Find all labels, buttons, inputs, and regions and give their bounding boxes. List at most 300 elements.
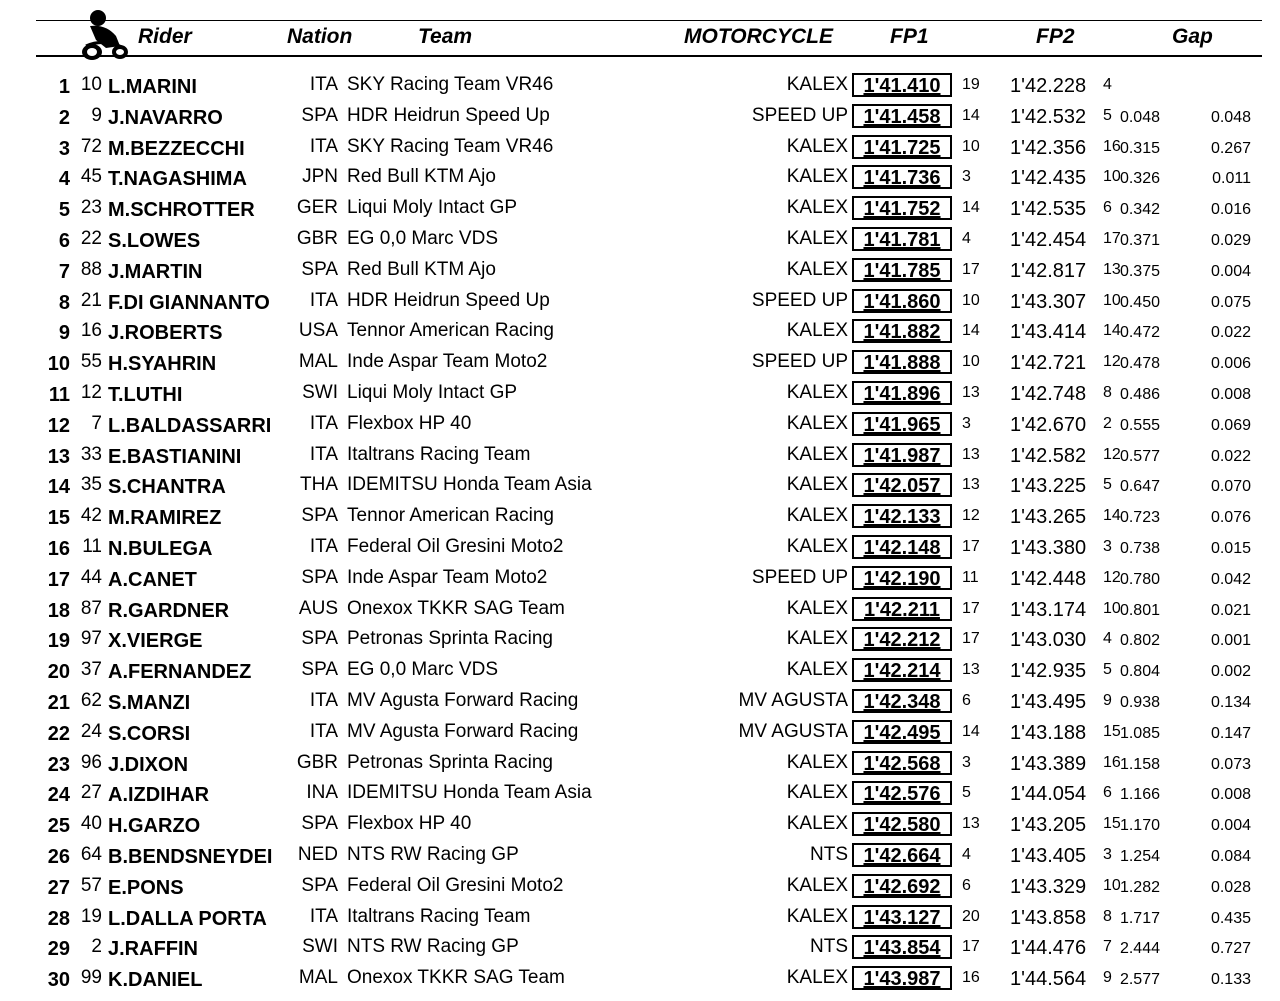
rider-number-cell: 64 xyxy=(80,844,102,865)
fp2-time-cell: 1'43.405 xyxy=(1010,845,1087,867)
motorcycle-cell: SPEED UP xyxy=(751,566,848,588)
rider-number-cell: 9 xyxy=(91,104,102,126)
table-row xyxy=(0,932,1280,963)
rider-number-cell: 11 xyxy=(82,536,102,557)
fp1-lap-cell: 17 xyxy=(962,260,980,278)
team-cell: NTS RW Racing GP xyxy=(347,844,519,865)
rider-name-cell: S.CORSI xyxy=(108,722,191,745)
gap-previous-cell: 0.070 xyxy=(1210,478,1251,496)
fp1-lap-cell: 13 xyxy=(962,661,980,679)
gap-previous-cell: 0.029 xyxy=(1210,232,1251,249)
motorcycle-cell: KALEX xyxy=(786,751,848,773)
gap-previous-cell: 0.001 xyxy=(1210,632,1251,650)
rider-name-cell: S.CHANTRA xyxy=(108,476,226,499)
fp2-time-cell: 1'44.054 xyxy=(1010,783,1087,806)
nation-cell: SWI xyxy=(302,936,338,958)
team-cell: Red Bull KTM Ajo xyxy=(347,258,496,280)
motorcycle-cell: KALEX xyxy=(786,412,848,434)
rider-number-cell: 88 xyxy=(80,258,102,280)
gap-previous-cell: 0.134 xyxy=(1210,694,1251,711)
gap-previous-cell: 0.076 xyxy=(1210,509,1251,527)
fp1-lap-cell: 13 xyxy=(962,815,980,833)
position-cell: 30 xyxy=(47,969,70,992)
gap-cell: 2.444 xyxy=(1119,940,1160,958)
motorcycle-cell: MV AGUSTA xyxy=(738,720,848,742)
rider-name-cell: M.RAMIREZ xyxy=(108,507,222,530)
motorcycle-cell: KALEX xyxy=(786,597,848,619)
position-cell: 23 xyxy=(47,753,70,776)
fp2-lap-cell: 4 xyxy=(1103,76,1112,93)
nation-cell: SPA xyxy=(301,104,338,126)
nation-cell: SPA xyxy=(301,874,338,896)
gap-cell: 0.804 xyxy=(1119,663,1160,681)
team-cell: Liqui Moly Intact GP xyxy=(347,382,518,403)
fp1-time-cell: 1'43.987 xyxy=(852,966,952,990)
nation-cell: SPA xyxy=(301,505,338,527)
fp2-time-cell: 1'42.228 xyxy=(1010,75,1087,97)
gap-cell: 0.371 xyxy=(1119,232,1160,249)
fp2-time-cell: 1'42.435 xyxy=(1010,167,1087,190)
rider-name-cell: M.BEZZECCHI xyxy=(108,137,245,160)
fp2-time-cell: 1'43.858 xyxy=(1010,906,1087,929)
fp1-lap-cell: 5 xyxy=(962,784,971,802)
position-cell: 18 xyxy=(47,599,70,622)
fp2-time-cell: 1'42.454 xyxy=(1010,229,1087,251)
team-cell: Tennor American Racing xyxy=(347,505,554,527)
table-row xyxy=(0,316,1280,347)
fp2-lap-cell: 7 xyxy=(1103,938,1112,956)
gap-previous-cell: 0.069 xyxy=(1210,416,1251,434)
fp2-time-cell: 1'43.329 xyxy=(1010,875,1087,898)
fp2-time-cell: 1'42.748 xyxy=(1010,383,1087,405)
rider-number-cell: 42 xyxy=(80,505,102,527)
rider-number-cell: 10 xyxy=(80,74,102,95)
fp1-time-cell: 1'41.736 xyxy=(852,165,952,189)
fp1-lap-cell: 10 xyxy=(962,137,980,155)
gap-cell: 0.738 xyxy=(1119,540,1160,557)
motorcycle-cell: KALEX xyxy=(786,135,848,157)
table-row xyxy=(0,286,1280,317)
header-bottom-rule xyxy=(36,55,1262,57)
header-nation: Nation xyxy=(287,25,353,48)
position-cell: 1 xyxy=(58,76,70,98)
fp1-time-cell: 1'41.410 xyxy=(852,73,952,97)
nation-cell: AUS xyxy=(298,597,338,619)
table-row xyxy=(0,563,1280,594)
gap-cell: 0.802 xyxy=(1119,632,1160,650)
header-motorcycle: MOTORCYCLE xyxy=(684,25,833,48)
rider-number-cell: 87 xyxy=(80,597,102,619)
team-cell: Inde Aspar Team Moto2 xyxy=(347,351,548,373)
table-row xyxy=(0,224,1280,255)
fp2-lap-cell: 13 xyxy=(1103,260,1121,278)
table-row xyxy=(0,101,1280,132)
rider-name-cell: B.BENDSNEYDEI xyxy=(108,846,273,868)
fp2-lap-cell: 4 xyxy=(1103,630,1112,648)
rider-number-cell: 99 xyxy=(80,967,102,989)
gap-cell: 0.577 xyxy=(1119,447,1160,465)
fp2-time-cell: 1'43.265 xyxy=(1010,506,1087,529)
nation-cell: SPA xyxy=(301,659,338,681)
team-cell: IDEMITSU Honda Team Asia xyxy=(347,474,592,496)
fp2-lap-cell: 9 xyxy=(1103,969,1112,987)
fp1-lap-cell: 16 xyxy=(962,969,980,987)
fp1-lap-cell: 10 xyxy=(962,291,980,309)
fp2-lap-cell: 10 xyxy=(1103,599,1121,617)
fp2-lap-cell: 15 xyxy=(1103,722,1121,740)
team-cell: Flexbox HP 40 xyxy=(347,813,472,835)
rider-name-cell: H.GARZO xyxy=(108,815,201,838)
table-row xyxy=(0,70,1280,101)
rider-number-cell: 27 xyxy=(80,782,102,804)
position-cell: 15 xyxy=(47,507,70,530)
nation-cell: ITA xyxy=(309,74,338,95)
gap-previous-cell: 0.048 xyxy=(1210,108,1251,126)
fp1-lap-cell: 17 xyxy=(962,630,980,648)
rider-name-cell: L.BALDASSARRI xyxy=(108,414,272,437)
fp1-time-cell: 1'42.664 xyxy=(852,843,952,867)
rider-name-cell: X.VIERGE xyxy=(108,630,203,653)
position-cell: 2 xyxy=(58,106,70,129)
position-cell: 3 xyxy=(58,137,70,160)
rider-name-cell: J.RAFFIN xyxy=(108,938,198,961)
fp1-lap-cell: 14 xyxy=(962,322,980,340)
fp1-time-cell: 1'42.580 xyxy=(852,812,952,836)
team-cell: HDR Heidrun Speed Up xyxy=(347,104,550,126)
fp1-time-cell: 1'41.725 xyxy=(852,135,952,159)
gap-cell: 0.647 xyxy=(1119,478,1160,496)
header-gap: Gap xyxy=(1172,25,1213,48)
nation-cell: INA xyxy=(306,782,338,804)
position-cell: 11 xyxy=(48,384,70,406)
motorcycle-cell: KALEX xyxy=(786,74,848,95)
rider-name-cell: E.BASTIANINI xyxy=(108,445,242,468)
gap-previous-cell: 0.042 xyxy=(1210,570,1251,588)
position-cell: 24 xyxy=(47,784,70,807)
fp2-lap-cell: 12 xyxy=(1103,568,1121,586)
fp2-lap-cell: 8 xyxy=(1103,384,1112,401)
fp2-time-cell: 1'44.564 xyxy=(1010,968,1087,991)
motorcycle-cell: KALEX xyxy=(786,382,848,403)
fp1-lap-cell: 20 xyxy=(962,907,980,925)
rider-name-cell: S.LOWES xyxy=(108,230,201,252)
position-cell: 20 xyxy=(47,661,70,684)
rider-name-cell: A.CANET xyxy=(108,568,197,591)
fp1-time-cell: 1'43.127 xyxy=(852,905,952,929)
gap-cell: 1.717 xyxy=(1119,909,1160,927)
gap-previous-cell: 0.006 xyxy=(1210,355,1251,373)
rider-name-cell: A.FERNANDEZ xyxy=(108,661,252,684)
fp1-lap-cell: 4 xyxy=(962,846,971,863)
fp1-lap-cell: 14 xyxy=(962,722,980,740)
position-cell: 21 xyxy=(47,692,70,714)
table-row xyxy=(0,686,1280,717)
motorcycle-cell: MV AGUSTA xyxy=(738,690,848,711)
gap-cell: 0.780 xyxy=(1119,570,1160,588)
motorcycle-cell: KALEX xyxy=(786,320,848,342)
rider-number-cell: 33 xyxy=(80,443,102,465)
motorcycle-cell: KALEX xyxy=(786,782,848,804)
position-cell: 16 xyxy=(47,538,70,560)
gap-cell: 0.315 xyxy=(1119,139,1160,157)
team-cell: Onexox TKKR SAG Team xyxy=(347,967,565,989)
motorcycle-cell: KALEX xyxy=(786,166,848,188)
nation-cell: ITA xyxy=(309,412,338,434)
fp1-lap-cell: 6 xyxy=(962,692,971,709)
fp2-lap-cell: 10 xyxy=(1103,168,1121,186)
table-row xyxy=(0,624,1280,655)
fp2-lap-cell: 12 xyxy=(1103,445,1121,463)
fp1-lap-cell: 3 xyxy=(962,414,971,432)
rider-number-cell: 12 xyxy=(80,382,102,403)
gap-previous-cell: 0.016 xyxy=(1210,201,1251,219)
table-row xyxy=(0,347,1280,378)
fp2-time-cell: 1'42.582 xyxy=(1010,444,1087,467)
table-row xyxy=(0,748,1280,779)
fp1-time-cell: 1'42.348 xyxy=(852,689,952,713)
nation-cell: MAL xyxy=(298,351,338,373)
header-rider: Rider xyxy=(138,25,192,48)
rider-number-cell: 23 xyxy=(80,197,102,219)
fp1-lap-cell: 4 xyxy=(962,230,971,247)
fp1-time-cell: 1'42.568 xyxy=(852,751,952,775)
gap-previous-cell: 0.022 xyxy=(1210,447,1251,465)
fp1-time-cell: 1'42.190 xyxy=(852,566,952,590)
fp2-lap-cell: 14 xyxy=(1103,507,1121,525)
nation-cell: SPA xyxy=(301,813,338,835)
table-row xyxy=(0,193,1280,224)
rider-number-cell: 40 xyxy=(80,813,102,835)
team-cell: IDEMITSU Honda Team Asia xyxy=(347,782,592,804)
rider-name-cell: L.MARINI xyxy=(108,76,197,98)
nation-cell: GER xyxy=(296,197,338,219)
motorcycle-cell: KALEX xyxy=(786,258,848,280)
header-fp1: FP1 xyxy=(890,25,929,48)
gap-cell: 0.801 xyxy=(1119,601,1160,619)
nation-cell: SPA xyxy=(301,566,338,588)
fp1-lap-cell: 10 xyxy=(962,353,980,371)
fp1-lap-cell: 12 xyxy=(962,507,980,525)
motorcycle-rider-icon xyxy=(76,6,132,62)
fp2-time-cell: 1'43.389 xyxy=(1010,752,1087,775)
table-row xyxy=(0,532,1280,563)
team-cell: EG 0,0 Marc VDS xyxy=(347,659,498,681)
fp1-time-cell: 1'42.692 xyxy=(852,874,952,898)
gap-cell: 0.048 xyxy=(1119,108,1160,126)
gap-cell: 0.472 xyxy=(1119,324,1160,342)
gap-previous-cell: 0.435 xyxy=(1210,909,1251,927)
gap-previous-cell: 0.267 xyxy=(1210,139,1251,157)
fp2-time-cell: 1'43.205 xyxy=(1010,814,1087,837)
gap-cell: 0.375 xyxy=(1119,262,1160,280)
position-cell: 22 xyxy=(47,722,70,745)
rider-number-cell: 96 xyxy=(80,751,102,773)
header-fp2: FP2 xyxy=(1036,25,1075,48)
gap-previous-cell: 0.073 xyxy=(1210,755,1251,773)
team-cell: Petronas Sprinta Racing xyxy=(347,751,553,773)
fp2-lap-cell: 16 xyxy=(1103,753,1121,771)
header-team: Team xyxy=(418,25,473,48)
gap-cell: 0.450 xyxy=(1119,293,1160,311)
rider-number-cell: 16 xyxy=(80,320,102,342)
team-cell: MV Agusta Forward Racing xyxy=(347,720,579,742)
rider-number-cell: 44 xyxy=(80,566,102,588)
gap-cell: 1.254 xyxy=(1119,848,1160,865)
rider-number-cell: 19 xyxy=(80,905,102,927)
fp2-lap-cell: 3 xyxy=(1103,538,1112,555)
team-cell: Flexbox HP 40 xyxy=(347,412,472,434)
gap-previous-cell: 0.002 xyxy=(1210,663,1251,681)
fp1-time-cell: 1'42.133 xyxy=(852,504,952,528)
gap-cell: 0.478 xyxy=(1119,355,1160,373)
fp1-lap-cell: 3 xyxy=(962,168,971,186)
fp2-lap-cell: 8 xyxy=(1103,907,1112,925)
motorcycle-cell: KALEX xyxy=(786,659,848,681)
nation-cell: SPA xyxy=(301,628,338,650)
position-cell: 12 xyxy=(47,414,70,437)
fp1-lap-cell: 6 xyxy=(962,876,971,894)
fp1-lap-cell: 3 xyxy=(962,753,971,771)
nation-cell: SPA xyxy=(301,258,338,280)
fp1-time-cell: 1'41.882 xyxy=(852,319,952,343)
nation-cell: SWI xyxy=(302,382,338,403)
table-row xyxy=(0,440,1280,471)
fp1-time-cell: 1'42.211 xyxy=(852,597,952,621)
fp1-time-cell: 1'42.214 xyxy=(852,658,952,682)
rider-number-cell: 21 xyxy=(80,289,102,311)
motorcycle-cell: KALEX xyxy=(786,628,848,650)
gap-cell: 0.342 xyxy=(1119,201,1160,219)
fp2-time-cell: 1'43.188 xyxy=(1010,721,1087,744)
rider-name-cell: K.DANIEL xyxy=(108,969,203,992)
team-cell: Federal Oil Gresini Moto2 xyxy=(347,536,564,557)
fp2-time-cell: 1'42.448 xyxy=(1010,567,1087,590)
motorcycle-cell: KALEX xyxy=(786,443,848,465)
fp1-lap-cell: 14 xyxy=(962,199,980,217)
fp2-lap-cell: 10 xyxy=(1103,876,1121,894)
fp1-time-cell: 1'41.888 xyxy=(852,350,952,374)
header-top-rule xyxy=(36,20,1262,21)
rider-name-cell: J.DIXON xyxy=(108,753,189,776)
fp1-time-cell: 1'41.860 xyxy=(852,289,952,313)
position-cell: 8 xyxy=(58,291,70,314)
team-cell: Italtrans Racing Team xyxy=(347,905,531,927)
fp2-lap-cell: 3 xyxy=(1103,846,1112,863)
nation-cell: ITA xyxy=(309,443,338,465)
rider-name-cell: H.SYAHRIN xyxy=(108,353,217,376)
motorcycle-cell: NTS xyxy=(810,844,848,865)
rider-number-cell: 7 xyxy=(91,412,102,434)
position-cell: 27 xyxy=(47,876,70,899)
table-row xyxy=(0,470,1280,501)
nation-cell: USA xyxy=(298,320,338,342)
motorcycle-cell: SPEED UP xyxy=(751,351,848,373)
gap-previous-cell: 0.008 xyxy=(1210,786,1251,804)
fp2-time-cell: 1'43.414 xyxy=(1010,321,1087,344)
fp1-time-cell: 1'42.576 xyxy=(852,781,952,805)
position-cell: 29 xyxy=(47,938,70,961)
fp1-time-cell: 1'41.785 xyxy=(852,258,952,282)
rider-name-cell: R.GARDNER xyxy=(108,599,230,622)
fp2-lap-cell: 6 xyxy=(1103,199,1112,217)
motorcycle-cell: KALEX xyxy=(786,905,848,927)
fp2-time-cell: 1'43.307 xyxy=(1010,290,1087,313)
motorcycle-cell: SPEED UP xyxy=(751,104,848,126)
team-cell: Red Bull KTM Ajo xyxy=(347,166,496,188)
gap-previous-cell: 0.133 xyxy=(1210,971,1251,989)
team-cell: HDR Heidrun Speed Up xyxy=(347,289,550,311)
gap-cell: 1.085 xyxy=(1119,724,1160,742)
fp2-time-cell: 1'42.817 xyxy=(1010,259,1087,282)
table-row xyxy=(0,655,1280,686)
table-row xyxy=(0,594,1280,625)
fp2-time-cell: 1'43.030 xyxy=(1010,629,1087,652)
fp1-lap-cell: 17 xyxy=(962,599,980,617)
position-cell: 19 xyxy=(47,630,70,653)
rider-name-cell: T.NAGASHIMA xyxy=(108,168,247,191)
rider-number-cell: 45 xyxy=(80,166,102,188)
fp2-lap-cell: 9 xyxy=(1103,692,1112,709)
fp2-time-cell: 1'42.935 xyxy=(1010,660,1087,683)
rider-number-cell: 2 xyxy=(91,936,102,958)
team-cell: EG 0,0 Marc VDS xyxy=(347,228,498,249)
position-cell: 17 xyxy=(47,568,70,591)
table-row xyxy=(0,840,1280,871)
gap-previous-cell: 0.075 xyxy=(1210,293,1251,311)
table-row xyxy=(0,902,1280,933)
fp1-time-cell: 1'41.987 xyxy=(852,443,952,467)
team-cell: Italtrans Racing Team xyxy=(347,443,531,465)
fp2-lap-cell: 6 xyxy=(1103,784,1112,802)
fp1-time-cell: 1'43.854 xyxy=(852,935,952,959)
fp2-lap-cell: 10 xyxy=(1103,291,1121,309)
gap-cell: 0.326 xyxy=(1119,170,1160,188)
table-row xyxy=(0,162,1280,193)
fp1-time-cell: 1'42.057 xyxy=(852,473,952,497)
gap-previous-cell: 0.015 xyxy=(1210,540,1251,557)
fp2-time-cell: 1'43.380 xyxy=(1010,537,1087,559)
nation-cell: ITA xyxy=(309,905,338,927)
gap-cell: 1.158 xyxy=(1119,755,1160,773)
position-cell: 14 xyxy=(47,476,70,499)
gap-previous-cell: 0.084 xyxy=(1210,848,1251,865)
fp2-time-cell: 1'43.225 xyxy=(1010,475,1087,498)
fp1-time-cell: 1'41.965 xyxy=(852,412,952,436)
team-cell: Petronas Sprinta Racing xyxy=(347,628,553,650)
team-cell: Tennor American Racing xyxy=(347,320,554,342)
rider-number-cell: 24 xyxy=(80,720,102,742)
fp1-lap-cell: 17 xyxy=(962,938,980,956)
position-cell: 25 xyxy=(47,815,70,838)
fp1-lap-cell: 13 xyxy=(962,445,980,463)
gap-previous-cell: 0.011 xyxy=(1212,170,1251,188)
fp2-lap-cell: 14 xyxy=(1103,322,1121,340)
fp1-time-cell: 1'42.495 xyxy=(852,720,952,744)
fp2-lap-cell: 12 xyxy=(1103,353,1121,371)
fp2-time-cell: 1'42.670 xyxy=(1010,413,1087,436)
motorcycle-cell: SPEED UP xyxy=(751,289,848,311)
motorcycle-cell: KALEX xyxy=(786,967,848,989)
table-row xyxy=(0,255,1280,286)
team-cell: SKY Racing Team VR46 xyxy=(347,135,554,157)
table-row xyxy=(0,409,1280,440)
rider-number-cell: 55 xyxy=(80,351,102,373)
fp2-lap-cell: 2 xyxy=(1103,414,1112,432)
fp2-lap-cell: 17 xyxy=(1103,230,1121,247)
gap-cell: 0.555 xyxy=(1119,416,1160,434)
rider-name-cell: J.NAVARRO xyxy=(108,106,223,129)
position-cell: 5 xyxy=(58,199,70,222)
